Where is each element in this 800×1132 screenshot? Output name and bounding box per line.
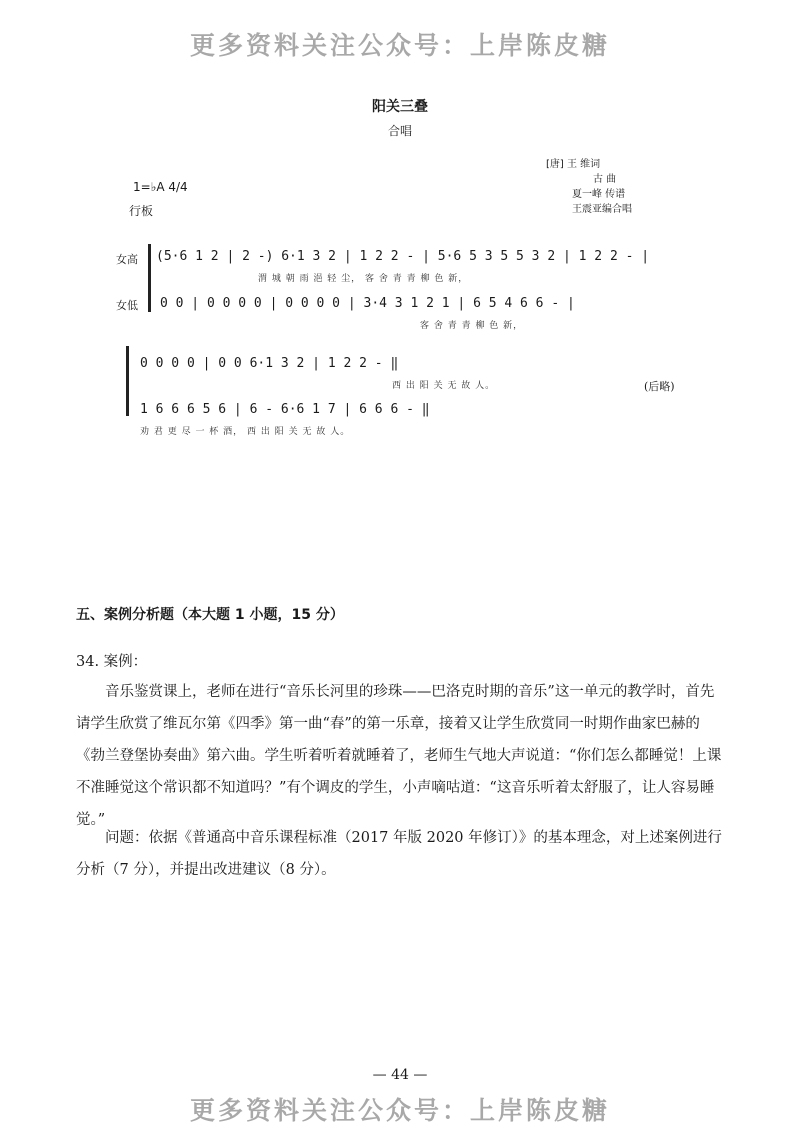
credit-lyricist: [唐] 王 维词 [546, 159, 601, 170]
omitted-note: (后略) [644, 380, 675, 393]
credit-arranger: 王震亚编合唱 [572, 204, 632, 215]
system1-soprano-notes: (5·6 1 2 | 2 -) 6·1 3 2 | 1 2 2 - | 5·6 5 3 5 5 3 2 | 1 2 2 - | [156, 249, 650, 264]
question-paragraph: 问题：依据《普通高中音乐课程标准（2017 年版 2020 年修订）》的基本理念，对上述案例进行分析（7 分），并提出改进建议（8 分）。 [76, 830, 722, 878]
part-label-alto: 女低 [116, 299, 138, 312]
credit-transcriber: 夏一峰 传谱 [572, 189, 626, 200]
tempo-marking: 行板 [129, 204, 154, 218]
system2-bracket [126, 346, 129, 416]
system1-alto-notes: 0 0 | 0 0 0 0 | 0 0 0 0 | 3·4 3 1 2 1 | 6 5 4 6 6 - | [160, 296, 575, 311]
credit-music: 古 曲 [593, 174, 617, 185]
system2-alto-notes: 1 6 6 6 5 6 | 6 - 6·6 1 7 | 6 6 6 - ‖ [140, 402, 430, 417]
watermark-bottom: 更多资料关注公众号：上岸陈皮糖 [189, 1096, 610, 1125]
case-paragraph: 音乐鉴赏课上，老师在进行“音乐长河里的珍珠——巴洛克时期的音乐”这一单元的教学时，首先请学生欣赏了维瓦尔第《四季》第一曲“春”的第一乐章，接着又让学生欣赏同一时期作曲家巴赫的《勃兰登堡协奏曲》第六曲。学生听着听着就睡着了，老师生气地大声说道：“你们怎么都睡觉！上课不准睡觉这个常识都不知道吗？”有个调皮的学生，小声嘀咕道：“这音乐听着太舒服了，让人容易睡觉。” [76, 684, 722, 828]
system1-soprano-lyrics: 渭 城 朝 雨 浥 轻 尘， 客 舍 青 青 柳 色 新， [258, 274, 469, 284]
song-title: 阳关三叠 [372, 99, 428, 115]
section-heading: 五、案例分析题（本大题 1 小题，15 分） [76, 607, 344, 623]
case-label: 34. 案例： [76, 654, 148, 670]
key-signature: 1=♭A 4/4 [133, 180, 188, 194]
song-subtitle: 合唱 [387, 124, 412, 138]
system1-bracket [148, 244, 151, 312]
watermark-top: 更多资料关注公众号：上岸陈皮糖 [189, 31, 610, 60]
system1-alto-lyrics: 客 舍 青 青 柳 色 新， [420, 321, 524, 331]
page-number: — 44 — [372, 1067, 428, 1083]
part-label-soprano: 女高 [116, 253, 138, 266]
system2-soprano-notes: 0 0 0 0 | 0 0 6·1 3 2 | 1 2 2 - ‖ [140, 356, 399, 371]
system2-alto-lyrics: 劝 君 更 尽 一 杯 酒， 西 出 阳 关 无 故 人。 [140, 427, 351, 437]
system2-soprano-lyrics: 西 出 阳 关 无 故 人。 [392, 381, 496, 391]
